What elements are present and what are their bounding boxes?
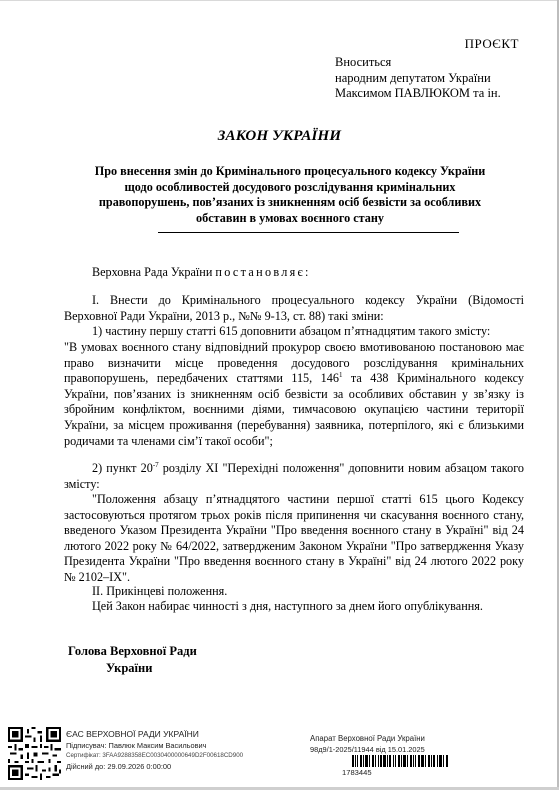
law-subject-line: Про внесення змін до Кримінального процесуального кодексу України (94, 164, 486, 178)
footer-organization: ЄАС ВЕРХОВНОЇ РАДИ УКРАЇНИ (66, 729, 199, 739)
footer-valid-until: Дійсний до: 29.09.2026 0:00:00 (66, 762, 172, 771)
barcode-number: 1783445 (342, 768, 372, 777)
paragraph-quote-1 (64, 340, 524, 449)
rada-decree (92, 265, 311, 280)
footer-apparat: Апарат Верховної Ради України (310, 734, 425, 743)
quote-1-sup: 1 (338, 371, 343, 380)
paragraph-quote-2: "Положення абзацу п’ятнадцятого частини першої статті 615 цього Кодексу застосовуються протягом трьох років після припинення чи скасування воєнного стану, введеного Указом Президента України "Про введення воєнного стану в Україні" від 24 лютого 2022 року № 64/2022, затвердженим Законом України "Про затвердження Указу Президента України "Про введення воєнного стану в Україні" від 24 лютого 2022 року № 2102–IX". (64, 492, 524, 584)
quote-1-text-a: "В умовах воєнного стану відповідний прокурор своєю вмотивованою постановою має право визначити місце проведення досудового розслідування кримінальних правопорушень, передбачених статтями 115, 146 (64, 340, 524, 386)
submitted-by-line-3: Максимом ПАВЛЮКОМ та ін. (335, 86, 501, 100)
signature-title-line-1: Голова Верховної Ради (68, 644, 197, 658)
rada-decree-word: постановляє: (215, 265, 311, 279)
law-subject-line: обставин в умовах воєнного стану (196, 210, 384, 225)
footer-certificate: Сертифікат: 3FAA9288358EC0030400000649D2F00618CD900 (66, 752, 244, 759)
signature-title-line-2: України (106, 661, 153, 675)
law-subject-line: правопорушень, пов’язаних із зникненням осіб безвісти за особливих (98, 195, 482, 209)
item-2-sup: -7 (152, 460, 159, 469)
law-title: ЗАКОН УКРАЇНИ (217, 128, 342, 144)
quote-1-text-b: та 438 Кримінального кодексу України, пов’язаних із зникненням осіб безвісти за особливих обставин у зв’язку із збройним конфліктом, воєнними діями, тимчасовою окупацією частини території України, за місцем проживання (перебування) заявника, потерпілого, які є близькими родичами та членами сім’ї такої особи"; (64, 371, 524, 448)
title-divider (158, 232, 459, 233)
paragraph-final-provisions: II. Прикінцеві положення. (92, 584, 228, 598)
submitted-by-line-2: народним депутатом України (335, 71, 491, 85)
paragraph-item-1: 1) частину першу статті 615 доповнити абзацом п’ятнадцятим такого змісту: (92, 324, 491, 338)
footer-signer: Підписувач: Павлюк Максим Васильович (66, 741, 207, 750)
item-2-text-a: 2) пункт 20 (92, 461, 153, 475)
item-2-text-b: розділу XI "Перехідні положення" доповнити новим абзацом такого змісту: (64, 461, 524, 491)
barcode (352, 755, 448, 767)
law-subject-line: щодо особливостей досудового розслідування кримінальних (124, 179, 456, 194)
submitted-by-line-1: Вноситься (335, 55, 392, 69)
footer-registration: 98д9/1-2025/11944 від 15.01.2025 (310, 745, 425, 754)
top-edge-line (0, 0, 558, 1)
qr-code (8, 727, 61, 780)
law-subject (92, 164, 488, 226)
paragraph-item-2 (64, 461, 524, 492)
rada-prefix: Верховна Рада України (92, 265, 216, 279)
draft-status-label: ПРОЄКТ (464, 36, 519, 51)
paragraph-entry-into-force: Цей Закон набирає чинності з дня, наступного за днем його опублікування. (92, 599, 483, 613)
paragraph-amend-intro: I. Внести до Кримінального процесуального кодексу України (Відомості Верховної Ради України, 2013 р., №№ 9-13, ст. 88) такі зміни: (64, 293, 524, 323)
